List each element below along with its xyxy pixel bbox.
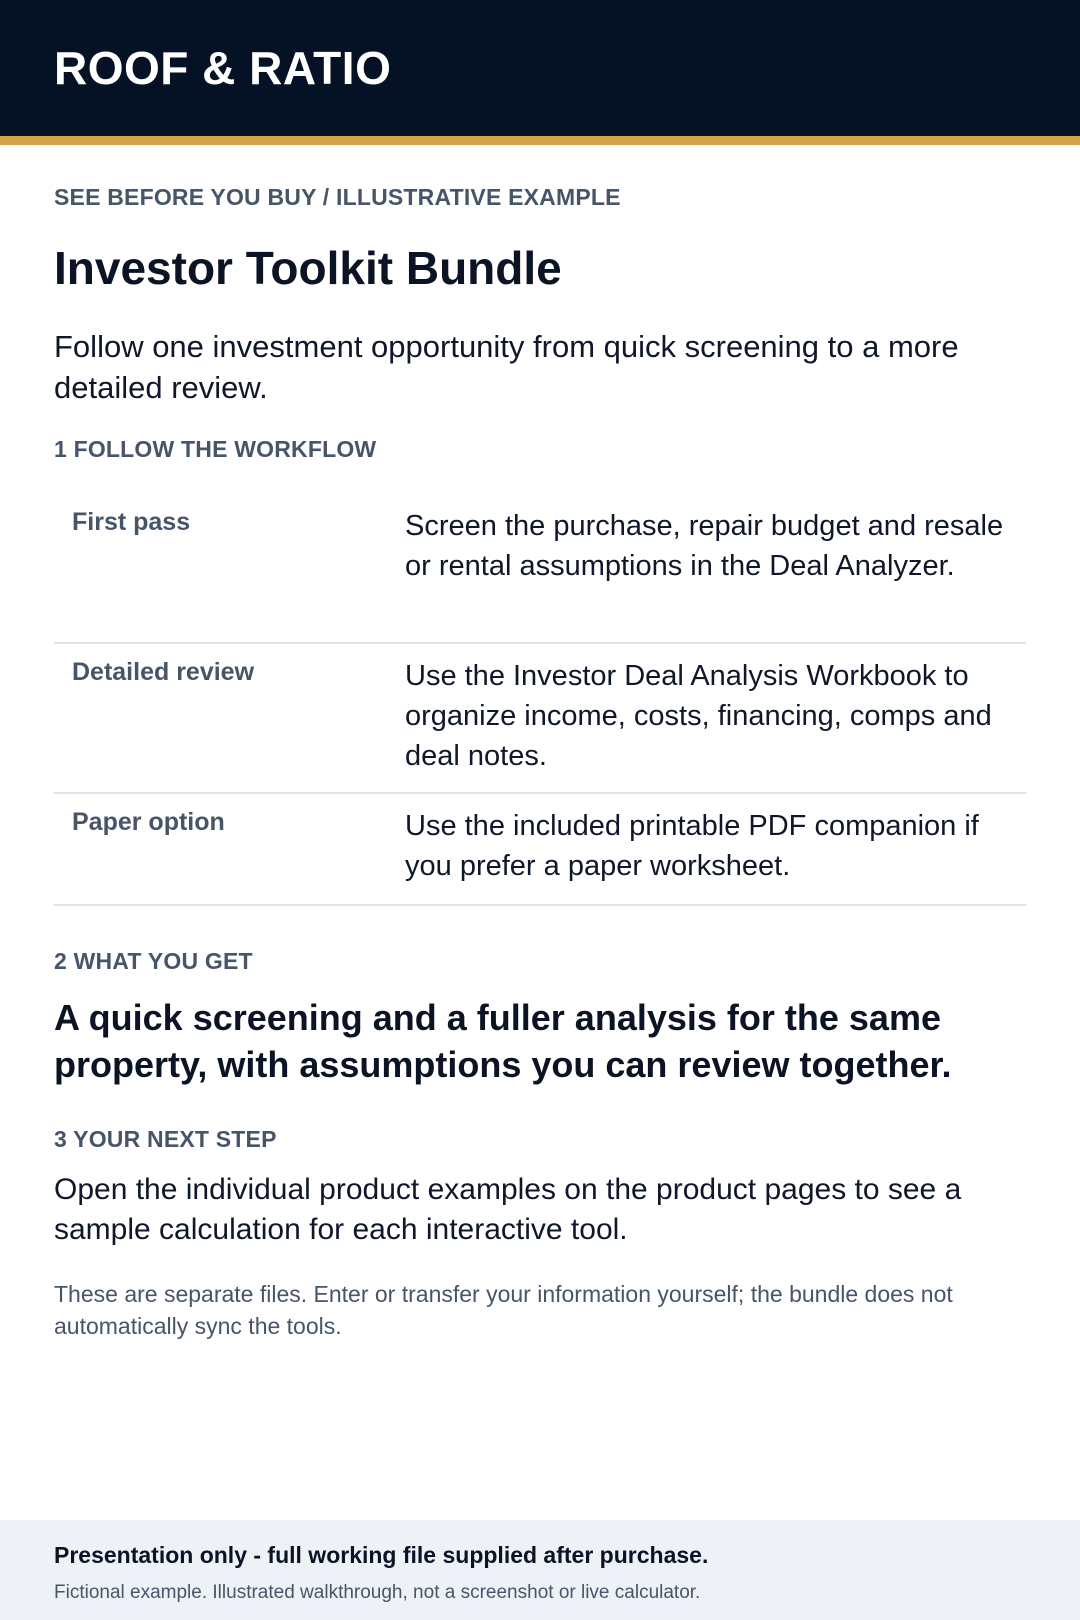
- workflow-row-value: Screen the purchase, repair budget and resale or rental assumptions in the Deal Analyzer.: [405, 510, 1004, 582]
- page-header: [0, 0, 1080, 145]
- workflow-row-paper-option: [54, 794, 1026, 906]
- eyebrow-label: SEE BEFORE YOU BUY / ILLUSTRATIVE EXAMPLE: [54, 184, 621, 210]
- workflow-row-key: Paper option: [72, 808, 225, 836]
- section-label-next-step: 3 YOUR NEXT STEP: [54, 1126, 277, 1152]
- footer-sub-text: Fictional example. Illustrated walkthrough, not a screenshot or live calculator.: [54, 1582, 701, 1603]
- brand-logo-text: ROOF & RATIO: [54, 42, 392, 94]
- workflow-row-first-pass: [54, 494, 1026, 644]
- section-label-what-you-get: 2 WHAT YOU GET: [54, 948, 253, 974]
- intro-text: Follow one investment opportunity from quick screening to a more detailed review.: [54, 329, 959, 405]
- workflow-row-value: Use the Investor Deal Analysis Workbook to organize income, costs, financing, comps and deal notes.: [405, 660, 992, 772]
- workflow-row-value: Use the included printable PDF companion if you prefer a paper worksheet.: [405, 810, 979, 882]
- workflow-row-detailed-review: [54, 644, 1026, 794]
- footer-main-text: Presentation only - full working file supplied after purchase.: [54, 1542, 709, 1568]
- section-label-workflow: 1 FOLLOW THE WORKFLOW: [54, 436, 377, 462]
- next-step-text: Open the individual product examples on the product pages to see a sample calculation for each interactive tool.: [54, 1173, 962, 1246]
- workflow-table: [54, 494, 1026, 906]
- page-footer: [0, 1520, 1080, 1620]
- workflow-row-key: Detailed review: [72, 658, 255, 686]
- next-step-note: These are separate files. Enter or transfer your information yourself; the bundle does not automatically sync the tools.: [54, 1281, 953, 1339]
- what-you-get-statement: A quick screening and a fuller analysis for the same property, with assumptions you can review together.: [54, 997, 952, 1085]
- workflow-row-key: First pass: [72, 508, 191, 536]
- page-title: Investor Toolkit Bundle: [54, 242, 562, 294]
